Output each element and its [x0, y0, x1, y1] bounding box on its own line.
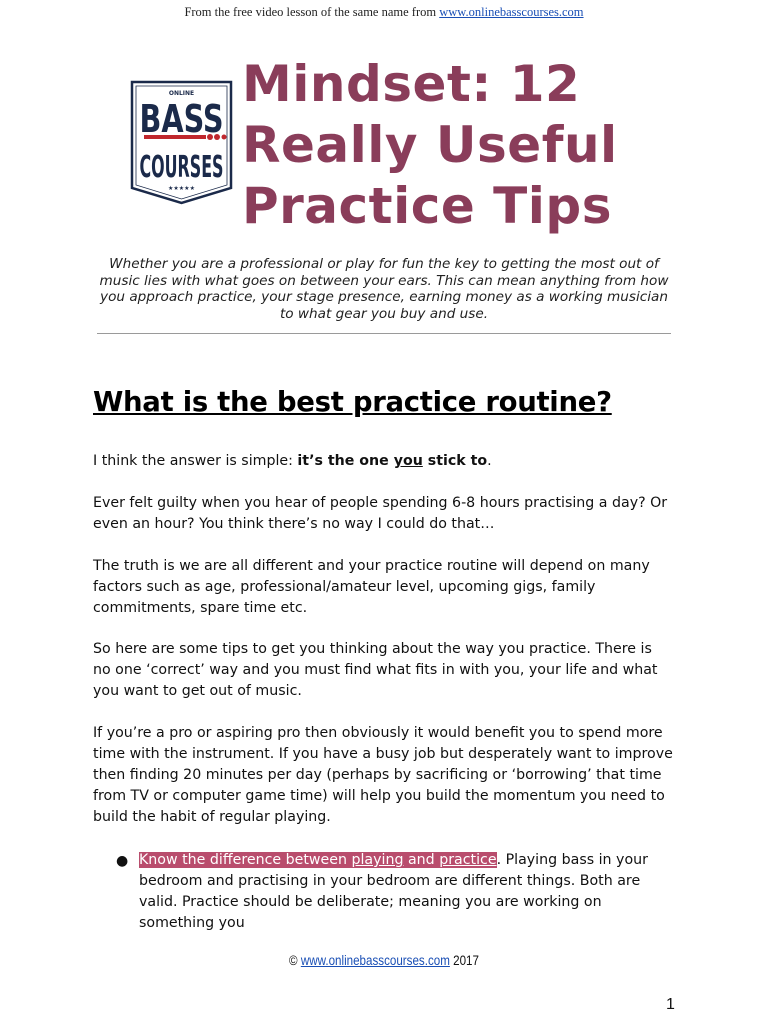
copyright-symbol: © [289, 953, 298, 968]
highlight-prefix: Know the difference between [139, 852, 352, 868]
answer-bold-2: stick to [422, 453, 488, 469]
top-note-text: From the free video lesson of the same name from [184, 5, 437, 19]
page-number: 1 [666, 996, 675, 1013]
footer-link[interactable]: www.onlinebasscourses.com [300, 953, 450, 968]
logo-bass-text: BASS [139, 97, 224, 141]
logo-top-text: ONLINE [168, 90, 195, 97]
footer-year: 2017 [449, 953, 479, 968]
top-note [0, 5, 768, 20]
answer-suffix: . [487, 453, 492, 469]
paragraph-3: So here are some tips to get you thinking about the way you practice. There is no one ‘correct’ way and you must find what fits in with you, your life and what you want to get out of music. [93, 641, 658, 699]
bullet-item [139, 850, 679, 934]
paragraph-4: If you’re a pro or aspiring pro then obviously it would benefit you to spend more time with the instrument. If you have a busy job but desperately want to improve then finding 20 minutes per day (perhaps by sacrificing or ‘borrowing’ that time from TV or computer game time) will help you build the momentum you need to build the habit of regular playing. [93, 725, 673, 825]
title-line-2: Really Useful [242, 116, 618, 174]
page-title [242, 54, 742, 237]
highlighted-phrase [139, 852, 497, 868]
answer-paragraph [93, 451, 673, 472]
logo-courses-text: COURSES [139, 150, 224, 185]
section-heading: What is the best practice routine? [93, 386, 612, 418]
top-note-link[interactable]: www.onlinebasscourses.com [439, 5, 584, 19]
title-line-3: Practice Tips [242, 177, 612, 235]
highlight-mid: and [403, 852, 440, 868]
intro-text: Whether you are a professional or play for fun the key to getting the most out of music lies with what goes on between your ears. This can mean anything from how you approach practice, your stage presence, earning money as a working musician to what gear you buy and use. [99, 256, 669, 322]
paragraph-2: The truth is we are all different and your practice routine will depend on many factors such as age, professional/amateur level, upcoming gigs, family commitments, spare time etc. [93, 558, 650, 616]
answer-bold-1: it’s the one [297, 453, 394, 469]
answer-bold-underlined: you [393, 453, 423, 469]
bullet-icon: ● [116, 853, 129, 869]
divider [97, 333, 671, 334]
logo-stars: ★★★★★ [168, 185, 195, 192]
title-line-1: Mindset: 12 [242, 55, 581, 113]
answer-prefix: I think the answer is simple: [93, 453, 298, 469]
paragraph-1: Ever felt guilty when you hear of people spending 6-8 hours practising a day? Or even an hour? You think there’s no way I could do that… [93, 495, 668, 532]
logo-shield-icon [130, 80, 233, 205]
footer [54, 953, 714, 968]
highlight-practice: practice [439, 852, 497, 868]
bass-courses-logo [130, 80, 233, 205]
bullet-rest: . Playing bass in your bedroom and practising in your bedroom are different things. Both are valid. Practice should be deliberate; meaning you are working on something you [139, 852, 648, 931]
highlight-playing: playing [351, 852, 404, 868]
